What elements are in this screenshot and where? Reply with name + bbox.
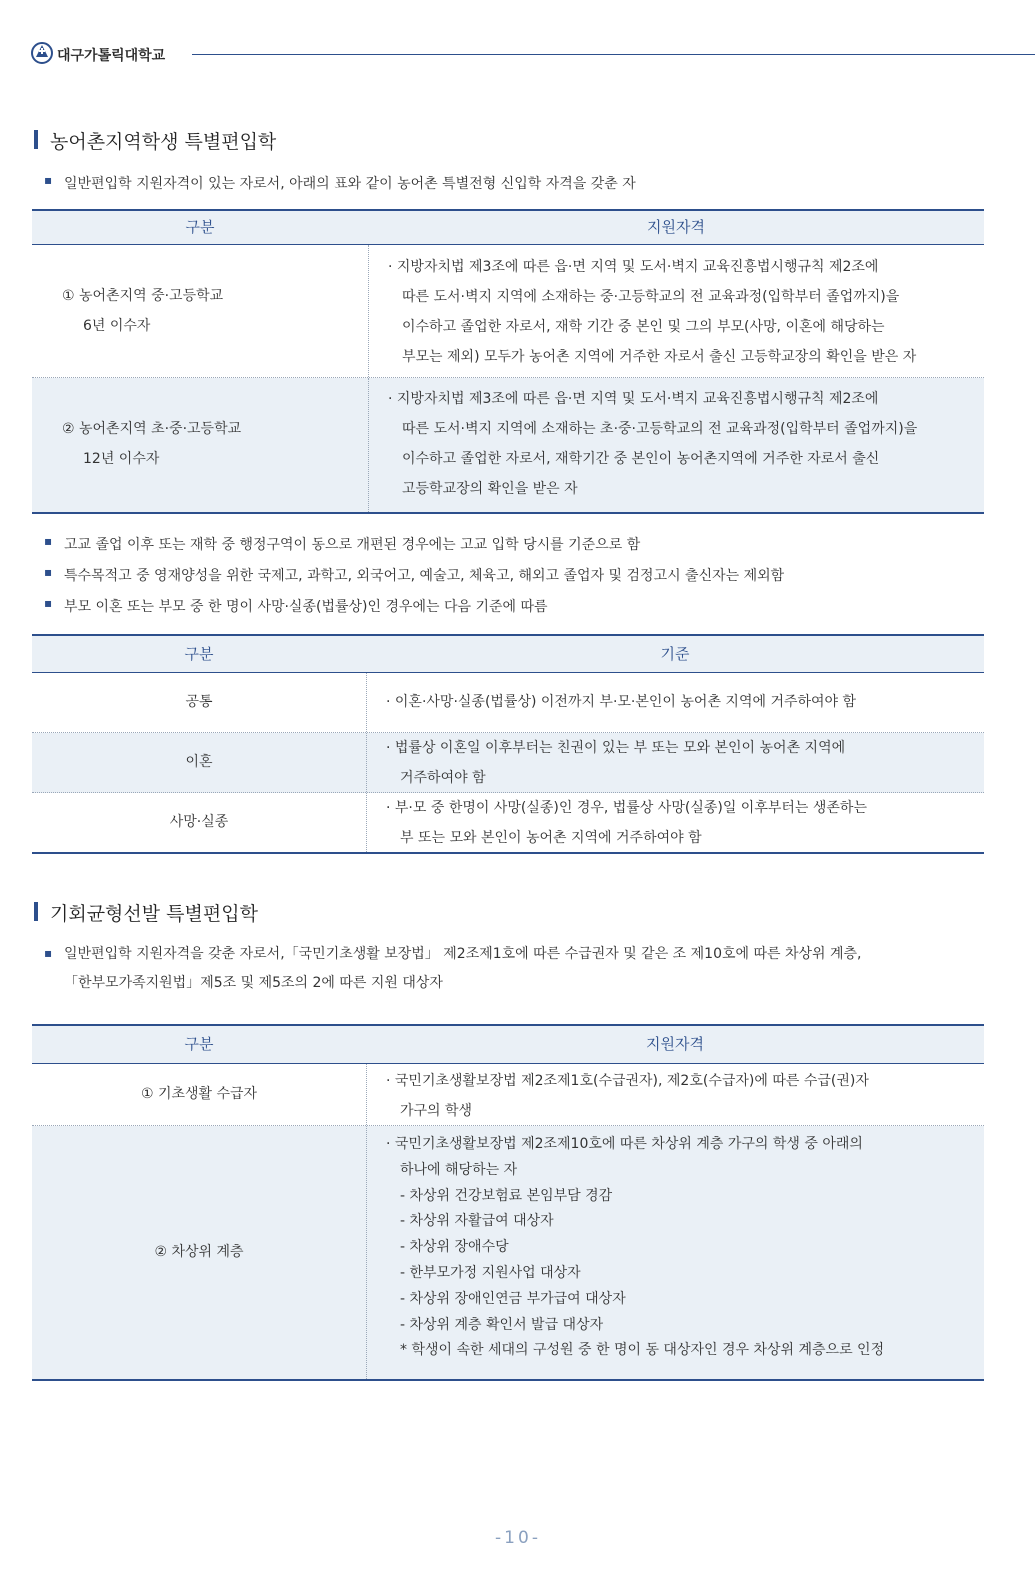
university-logo-icon [31, 40, 53, 66]
column-divider [368, 245, 369, 377]
col-header-criteria: 기준 [660, 645, 690, 663]
row-category: ② 차상위 계층 [154, 1244, 244, 1260]
row-criteria: · 부·모 중 한명이 사망(실종)인 경우, 법률상 사망(실종)일 이후부터는 생존하는 부 또는 모와 본인이 농어촌 지역에 거주하여야 함 [386, 800, 867, 846]
row-category: 공통 [185, 694, 213, 710]
row-category: ② 농어촌지역 초·중·고등학교 12년 이수자 [62, 421, 242, 467]
row-qualification: · 지방자치법 제3조에 따른 읍·면 지역 및 도서·벽지 교육진흥법시행규칙 제2조에 따른 도서·벽지 지역에 소재하는 중·고등학교의 전 교육과정(입학부터 졸업까지)을 이수하고 졸업한 자로서, 재학 기간 중 본인 및 그의 부모(사망, 이혼에 해당하는 부모는 제외) 모두가 농어촌 지역에 거주한 자로서 출신 고등학교장의 확인을 받은 자 [388, 259, 917, 365]
column-divider [366, 1126, 367, 1379]
page-header [31, 40, 1001, 68]
column-divider [366, 1064, 367, 1125]
column-divider [366, 733, 367, 792]
row-category: ① 농어촌지역 중·고등학교 6년 이수자 [62, 288, 224, 334]
university-name: 대구가톨릭대학교 [57, 48, 166, 64]
row-category: ① 기초생활 수급자 [140, 1086, 258, 1102]
column-divider [366, 673, 367, 732]
col-header-category: 구분 [185, 218, 215, 236]
column-divider [368, 378, 369, 512]
bullet-icon: ▪ [44, 596, 53, 610]
title-bar [34, 130, 38, 149]
table-row [32, 673, 984, 733]
column-divider [366, 793, 367, 852]
page-number: -10- [495, 1528, 541, 1548]
table-row [32, 1064, 984, 1126]
table-row [32, 378, 984, 512]
bullet-icon: ▪ [44, 565, 53, 579]
row-qualification: · 국민기초생활보장법 제2조제10호에 따른 차상위 계층 가구의 학생 중 아래의 하나에 해당하는 자 - 차상위 건강보험료 본임부담 경감 - 차상위 자활급여 대상자 - 차상위 장애수당 - 한부모가정 지원사업 대상자 - 차상위 장애인연금 부가급여 대상자 - 차상위 계층 확인서 발급 대상자 * 학생이 속한 세대의 구성원 중 한 명이 동 대상자인 경우 차상위 계층으로 인정 [386, 1136, 885, 1359]
header-divider [192, 54, 1035, 55]
row-qualification: · 국민기초생활보장법 제2조제1호(수급권자), 제2호(수급자)에 따른 수급(권)자 가구의 학생 [386, 1073, 869, 1119]
parent-criteria-table [32, 634, 984, 854]
bullet-icon: ▪ [44, 534, 53, 548]
col-header-category: 구분 [184, 1035, 214, 1053]
rural-eligibility-table [32, 209, 984, 514]
table-header [32, 636, 984, 673]
row-category: 사망·실종 [169, 814, 229, 830]
col-header-qualification: 지원자격 [646, 1035, 704, 1053]
table-row [32, 245, 984, 378]
table-header [32, 1026, 984, 1064]
table-row [32, 793, 984, 852]
row-criteria: · 법률상 이혼일 이후부터는 친권이 있는 부 또는 모와 본인이 농어촌 지역에 거주하여야 함 [386, 740, 846, 786]
table-row [32, 1126, 984, 1379]
row-qualification: · 지방자치법 제3조에 따른 읍·면 지역 및 도서·벽지 교육진흥법시행규칙 제2조에 따른 도서·벽지 지역에 소재하는 초·중·고등학교의 전 교육과정(입학부터 졸업까지)을 이수하고 졸업한 자로서, 재학기간 중 본인이 농어촌지역에 거주한 자로서 출신 고등학교장의 확인을 받은 자 [388, 391, 918, 497]
opportunity-eligibility-table [32, 1024, 984, 1381]
row-category: 이혼 [185, 754, 213, 770]
bullet-icon: ▪ [44, 946, 53, 960]
bullet-icon: ▪ [44, 173, 53, 187]
col-header-category: 구분 [184, 645, 214, 663]
title-bar [34, 902, 38, 921]
row-criteria: · 이혼·사망·실종(법률상) 이전까지 부·모·본인이 농어촌 지역에 거주하여야 함 [386, 694, 857, 710]
col-header-qualification: 지원자격 [647, 218, 705, 236]
table-header [32, 211, 984, 245]
table-row [32, 733, 984, 793]
